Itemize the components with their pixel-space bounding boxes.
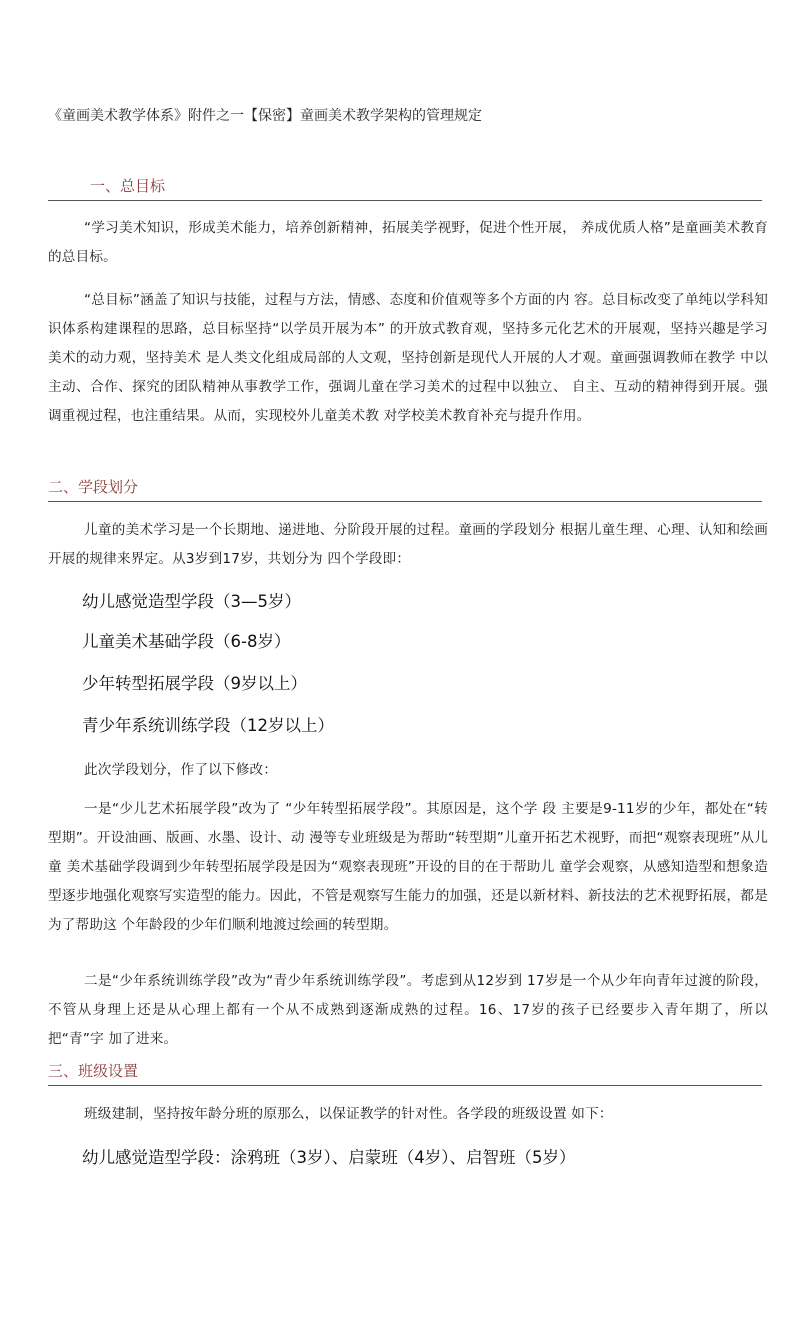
stage-item: 儿童美术基础学段（6-8岁） — [82, 632, 291, 651]
section-heading-label: 二、学段划分 — [48, 478, 139, 496]
stage-item: 青少年系统训练学段（12岁以上） — [82, 716, 334, 735]
paragraph-revision-one: 一是“少儿艺术拓展学段”改为了 “少年转型拓展学段”。其原因是，这个学 段 主要是9-11岁的少年，都处在“转型期”。开设油画、版画、水墨、设计、动 漫等专业班级是为帮助“转型期”儿童开拓艺术视野，而把“观察表现班”从儿童 美术基础学段调到少年转型拓展学段是因为“观察表现班”开设的目的在于帮助儿 童学会观察，从感知造型和想象造型逐步地强化观察写实造型的能力。因此，不管是观察写生能力的加强，还是以新材料、新技法的艺术视野拓展，都是为了帮助这 个年龄段的少年们顺利地渡过绘画的转型期。 — [48, 801, 768, 933]
stage-item: 幼儿感觉造型学段（3—5岁） — [82, 592, 301, 611]
paragraph-revision-two: 二是“少年系统训练学段”改为“青少年系统训练学段”。考虑到从12岁到 17岁是一个从少年向青年过渡的阶段，不管从身理上还是从心理上都有一个从不成熟到逐渐成熟的过程。16、17岁的孩子已经要步入青年期了，所以把“青”字 加了进来。 — [48, 973, 768, 1047]
section-heading-classes — [48, 1061, 762, 1086]
paragraph-stages-intro: 儿童的美术学习是一个长期地、递进地、分阶段开展的过程。童画的学段划分 根据儿童生理、心理、认知和绘画开展的规律来界定。从3岁到17岁，共划分为 四个学段即： — [48, 522, 768, 567]
paragraph-goal-statement: “学习美术知识，形成美术能力，培养创新精神，拓展美学视野，促进个性开展， 养成优质人格”是童画美术教育的总目标。 — [48, 220, 768, 265]
paragraph-classes-intro: 班级建制，坚持按年龄分班的原那么，以保证教学的针对性。各学段的班级设置 如下： — [84, 1106, 613, 1122]
section-heading-label: 三、班级设置 — [48, 1062, 139, 1080]
paragraph-revision-intro: 此次学段划分，作了以下修改： — [84, 762, 278, 778]
document-title: 《童画美术教学体系》附件之一【保密】童画美术教学架构的管理规定 — [48, 108, 482, 124]
section-heading-stages — [48, 477, 762, 502]
section-heading-label: 一、总目标 — [90, 177, 166, 195]
section-heading-goal — [48, 176, 762, 201]
paragraph-goal-detail: “总目标”涵盖了知识与技能，过程与方法，情感、态度和价值观等多个方面的内 容。总目标改变了单纯以学科知识体系构建课程的思路，总目标坚持“以学员开展为本” 的开放式教育观，坚持多元化艺术的开展观，坚持兴趣是学习美术的动力观，坚持美术 是人类文化组成局部的人文观，坚持创新是现代人开展的人才观。童画强调教师在教学 中以主动、合作、探究的团队精神从事教学工作，强调儿童在学习美术的过程中以独立、 自主、互动的精神得到开展。强调重视过程，也注重结果。从而，实现校外儿童美术教 对学校美术教育补充与提升作用。 — [48, 292, 768, 424]
stage-item: 少年转型拓展学段（9岁以上） — [82, 674, 307, 693]
class-setup-line: 幼儿感觉造型学段：涂鸦班（3岁）、启蒙班（4岁）、启智班（5岁） — [82, 1148, 576, 1167]
